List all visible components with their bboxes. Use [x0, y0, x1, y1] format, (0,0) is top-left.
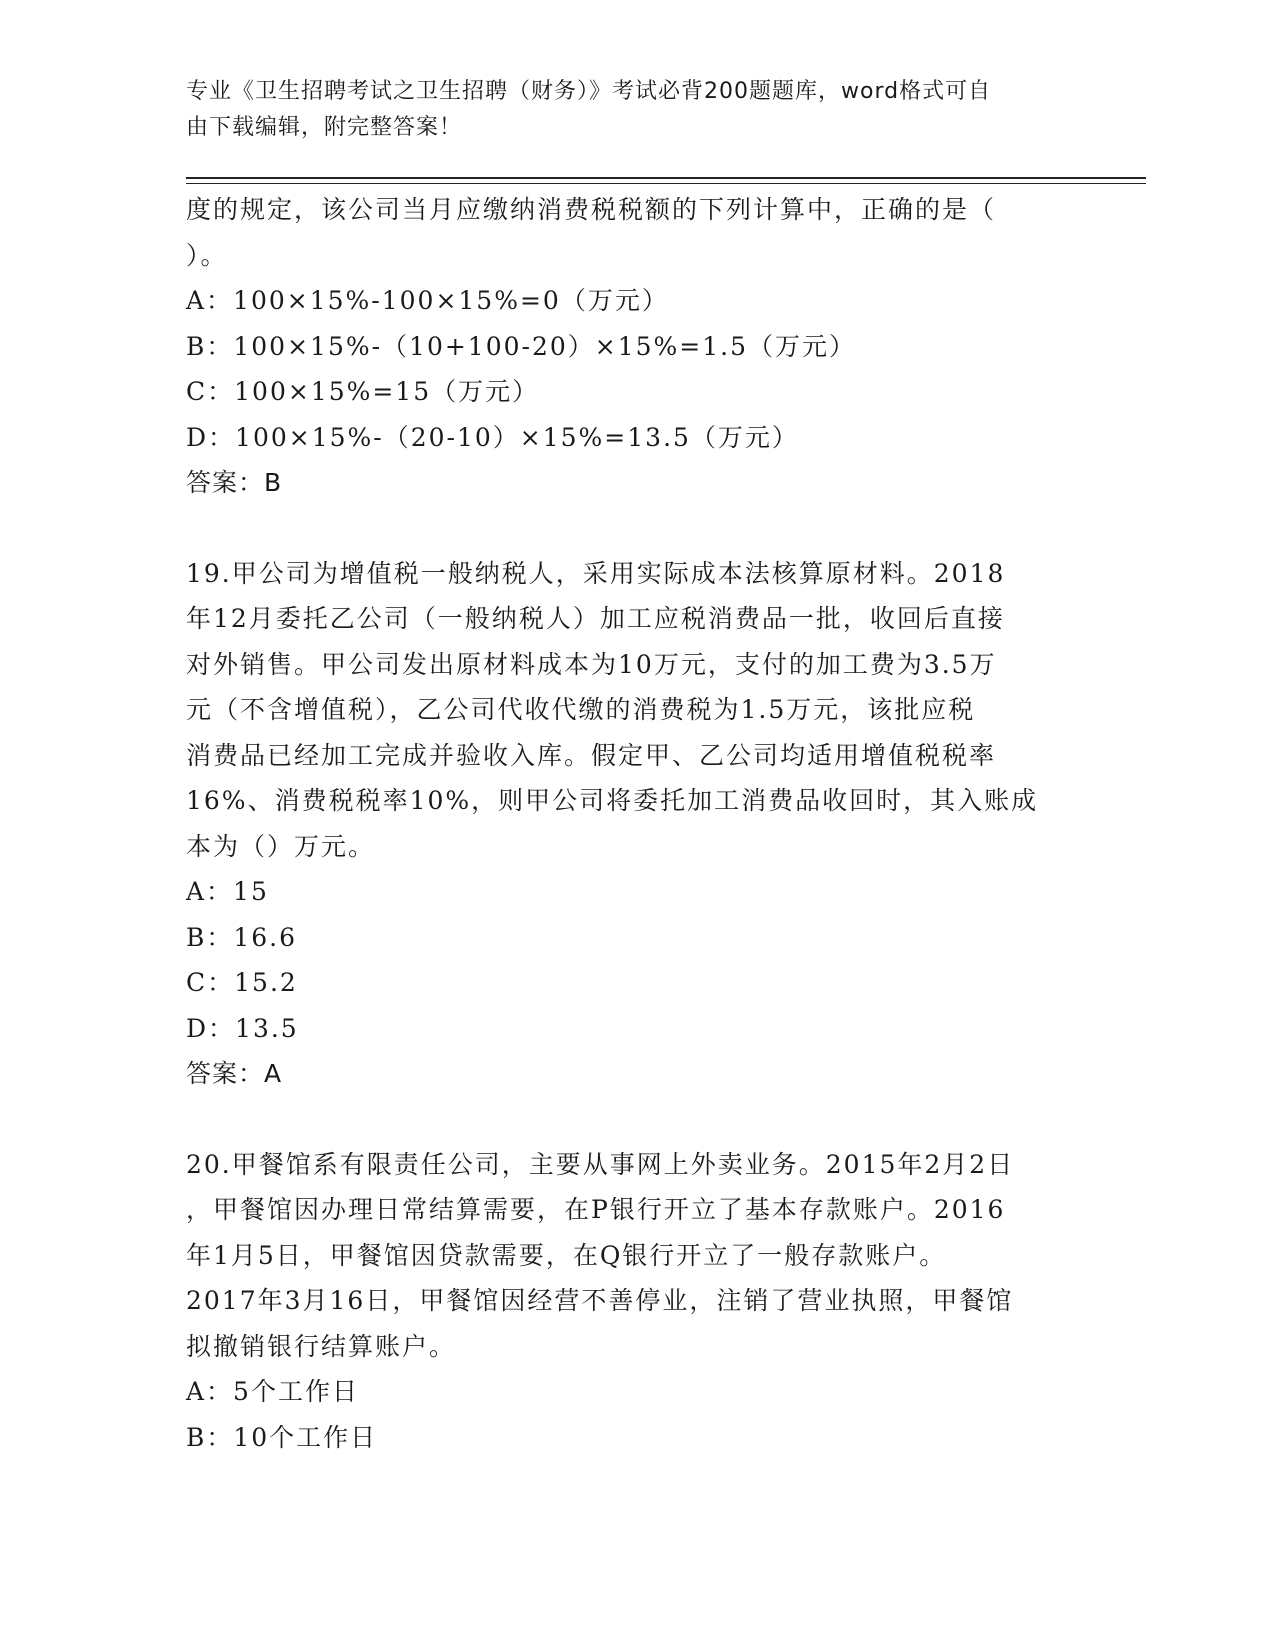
question-19 [186, 551, 1086, 1097]
question-text-line: 拟撤销银行结算账户。 [186, 1331, 457, 1361]
question-text-line: ，甲餐馆因办理日常结算需要，在P银行开立了基本存款账户。2016 [186, 1195, 1006, 1224]
question-18 [186, 187, 1086, 506]
option-a: A：15 [186, 877, 269, 906]
question-text-line: 2017年3月16日，甲餐馆因经营不善停业，注销了营业执照，甲餐馆 [186, 1286, 1014, 1315]
question-20 [186, 1142, 1086, 1461]
question-text-line: ）。 [186, 240, 228, 270]
option-b: B：16.6 [186, 922, 298, 952]
option-a: A：5个工作日 [186, 1377, 359, 1406]
page-header [186, 74, 1066, 146]
question-text-line: 元（不含增值税），乙公司代收代缴的消费税为1.5万元，该批应税 [186, 695, 976, 724]
question-text-line: 对外销售。甲公司发出原材料成本为10万元，支付的加工费为3.5万 [186, 649, 997, 679]
answer: 答案：B [186, 468, 283, 497]
option-d: D：13.5 [186, 1013, 299, 1043]
question-text-line: 20.甲餐馆系有限责任公司，主要从事网上外卖业务。2015年2月2日 [186, 1149, 1015, 1179]
question-text-line: 19.甲公司为增值税一般纳税人，采用实际成本法核算原材料。2018 [186, 558, 1006, 588]
header-rule-thick [186, 177, 1146, 179]
option-b: B：10个工作日 [186, 1422, 378, 1452]
option-d: D：100×15%-（20-10）×15%=13.5（万元） [186, 422, 799, 452]
question-text-line: 16%、消费税税率10%，则甲公司将委托加工消费品收回时，其入账成 [186, 786, 1039, 815]
question-text-line: 年12月委托乙公司（一般纳税人）加工应税消费品一批，收回后直接 [186, 604, 1005, 633]
header-line-2: 由下载编辑，附完整答案！ [186, 115, 463, 140]
question-text-line: 年1月5日，甲餐馆因贷款需要，在Q银行开立了一般存款账户。 [186, 1240, 947, 1270]
question-text-line: 本为（）万元。 [186, 831, 376, 861]
question-text-line: 消费品已经加工完成并验收入库。假定甲、乙公司均适用增值税税率 [186, 740, 997, 770]
question-text-line: 度的规定，该公司当月应缴纳消费税税额的下列计算中，正确的是（ [186, 195, 997, 224]
header-line-1: 专业《卫生招聘考试之卫生招聘（财务）》考试必背200题题库，word格式可自 [186, 79, 992, 104]
header-rule-thin [186, 183, 1146, 184]
option-b: B：100×15%-（10+100-20）×15%=1.5（万元） [186, 331, 857, 361]
answer: 答案：A [186, 1059, 283, 1088]
document-body [186, 187, 1086, 1460]
option-a: A：100×15%-100×15%=0（万元） [186, 286, 669, 315]
option-c: C：15.2 [186, 968, 298, 997]
option-c: C：100×15%=15（万元） [186, 377, 540, 406]
